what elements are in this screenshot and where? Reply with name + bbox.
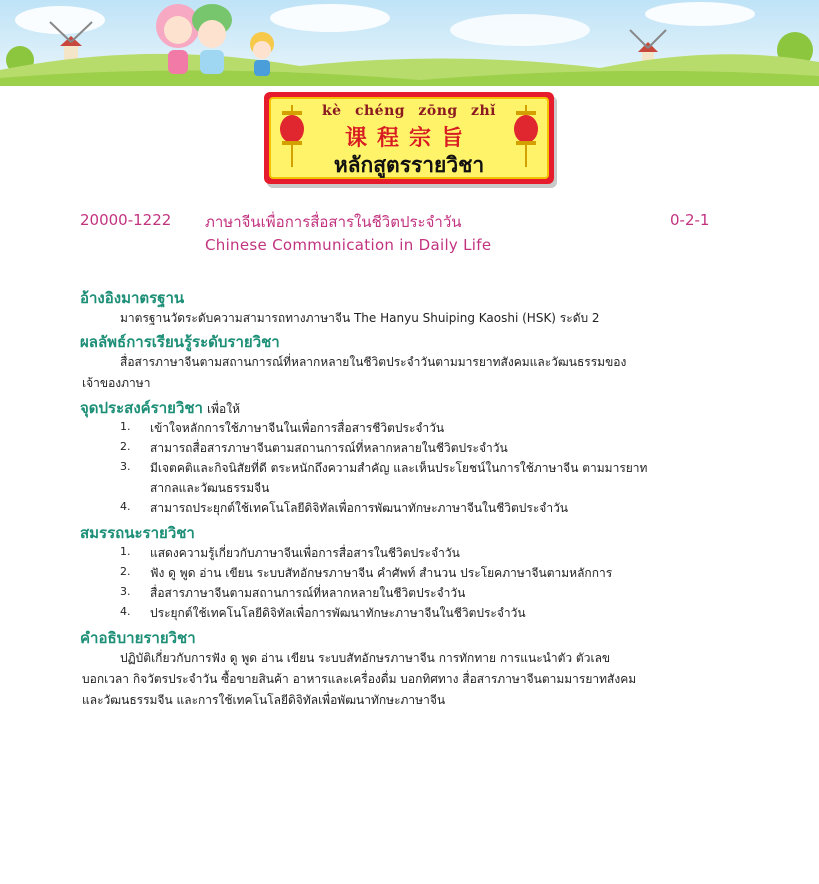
- outcome-text-line1: สื่อสารภาษาจีนตามสถานการณ์ที่หลากหลายในชีวิตประจำวันตามมารยาทสังคมและวัฒนธรรมของ: [120, 355, 627, 369]
- competency-number: 4.: [120, 605, 131, 618]
- course-code: 20000-1222: [80, 211, 172, 229]
- competency-heading: สมรรถนะรายวิชา: [80, 524, 195, 542]
- course-title-plaque: [264, 92, 554, 184]
- competency-item: ประยุกต์ใช้เทคโนโลยีดิจิทัลเพื่อการพัฒนาทักษะภาษาจีนในชีวิตประจำวัน: [150, 606, 526, 620]
- competency-number: 3.: [120, 585, 131, 598]
- competency-number: 2.: [120, 565, 131, 578]
- objective-item: สามารถสื่อสารภาษาจีนตามสถานการณ์ที่หลากหลายในชีวิตประจำวัน: [150, 441, 508, 455]
- header-banner-illustration: [0, 0, 819, 86]
- description-text-line3: และวัฒนธรรมจีน และการใช้เทคโนโลยีดิจิทัลเพื่อพัฒนาทักษะภาษาจีน: [82, 693, 446, 707]
- standard-heading: อ้างอิงมาตรฐาน: [80, 289, 185, 307]
- objectives-heading: [80, 396, 240, 420]
- course-name-english: Chinese Communication in Daily Life: [205, 236, 492, 254]
- objective-item: สามารถประยุกต์ใช้เทคโนโลยีดิจิทัลเพื่อการพัฒนาทักษะภาษาจีนในชีวิตประจำวัน: [150, 501, 569, 515]
- outcome-heading: ผลลัพธ์การเรียนรู้ระดับรายวิชา: [80, 333, 280, 351]
- outcome-text-line2: เจ้าของภาษา: [82, 376, 151, 390]
- title-thai: หลักสูตรรายวิชา: [333, 153, 485, 177]
- objectives-heading-suffix: เพื่อให้: [206, 402, 240, 416]
- standard-text: มาตรฐานวัดระดับความสามารถทางภาษาจีน The Hanyu Shuiping Kaoshi (HSK) ระดับ 2: [120, 311, 600, 325]
- competency-item: แสดงความรู้เกี่ยวกับภาษาจีนเพื่อการสื่อสารในชีวิตประจำวัน: [150, 546, 460, 560]
- competency-number: 1.: [120, 545, 131, 558]
- competency-item: สื่อสารภาษาจีนตามสถานการณ์ที่หลากหลายในชีวิตประจำวัน: [150, 586, 466, 600]
- objectives-heading-text: จุดประสงค์รายวิชา: [80, 399, 203, 417]
- objective-number: 1.: [120, 420, 131, 433]
- objective-number: 4.: [120, 500, 131, 513]
- objective-item-continued: สากลและวัฒนธรรมจีน: [150, 481, 270, 495]
- description-heading: คำอธิบายรายวิชา: [80, 629, 196, 647]
- objective-number: 3.: [120, 460, 131, 473]
- description-text-line1: ปฏิบัติเกี่ยวกับการฟัง ดู พูด อ่าน เขียน ระบบสัทอักษรภาษาจีน การทักทาย การแนะนำตัว ตัวเลข: [120, 651, 611, 665]
- objective-item: เข้าใจหลักการใช้ภาษาจีนในเพื่อการสื่อสารชีวิตประจำวัน: [150, 421, 445, 435]
- description-text-line2: บอกเวลา กิจวัตรประจำวัน ซื้อขายสินค้า อาหารและเครื่องดื่ม บอกทิศทาง สื่อสารภาษาจีนตามมารยาทสังคม: [82, 672, 637, 686]
- title-hanzi: 课程宗旨: [344, 125, 473, 151]
- objective-item: มีเจตคติและกิจนิสัยที่ดี ตระหนักถึงความสำคัญ และเห็นประโยชน์ในการใช้ภาษาจีน ตามมารยาท: [150, 461, 648, 475]
- course-name-thai: ภาษาจีนเพื่อการสื่อสารในชีวิตประจำวัน: [205, 213, 462, 231]
- title-pinyin: kè chéng zōng zhǐ: [321, 103, 496, 119]
- course-credits: 0-2-1: [670, 211, 710, 229]
- competency-item: ฟัง ดู พูด อ่าน เขียน ระบบสัทอักษรภาษาจีน คำศัพท์ สำนวน ประโยคภาษาจีนตามหลักการ: [150, 566, 613, 580]
- objective-number: 2.: [120, 440, 131, 453]
